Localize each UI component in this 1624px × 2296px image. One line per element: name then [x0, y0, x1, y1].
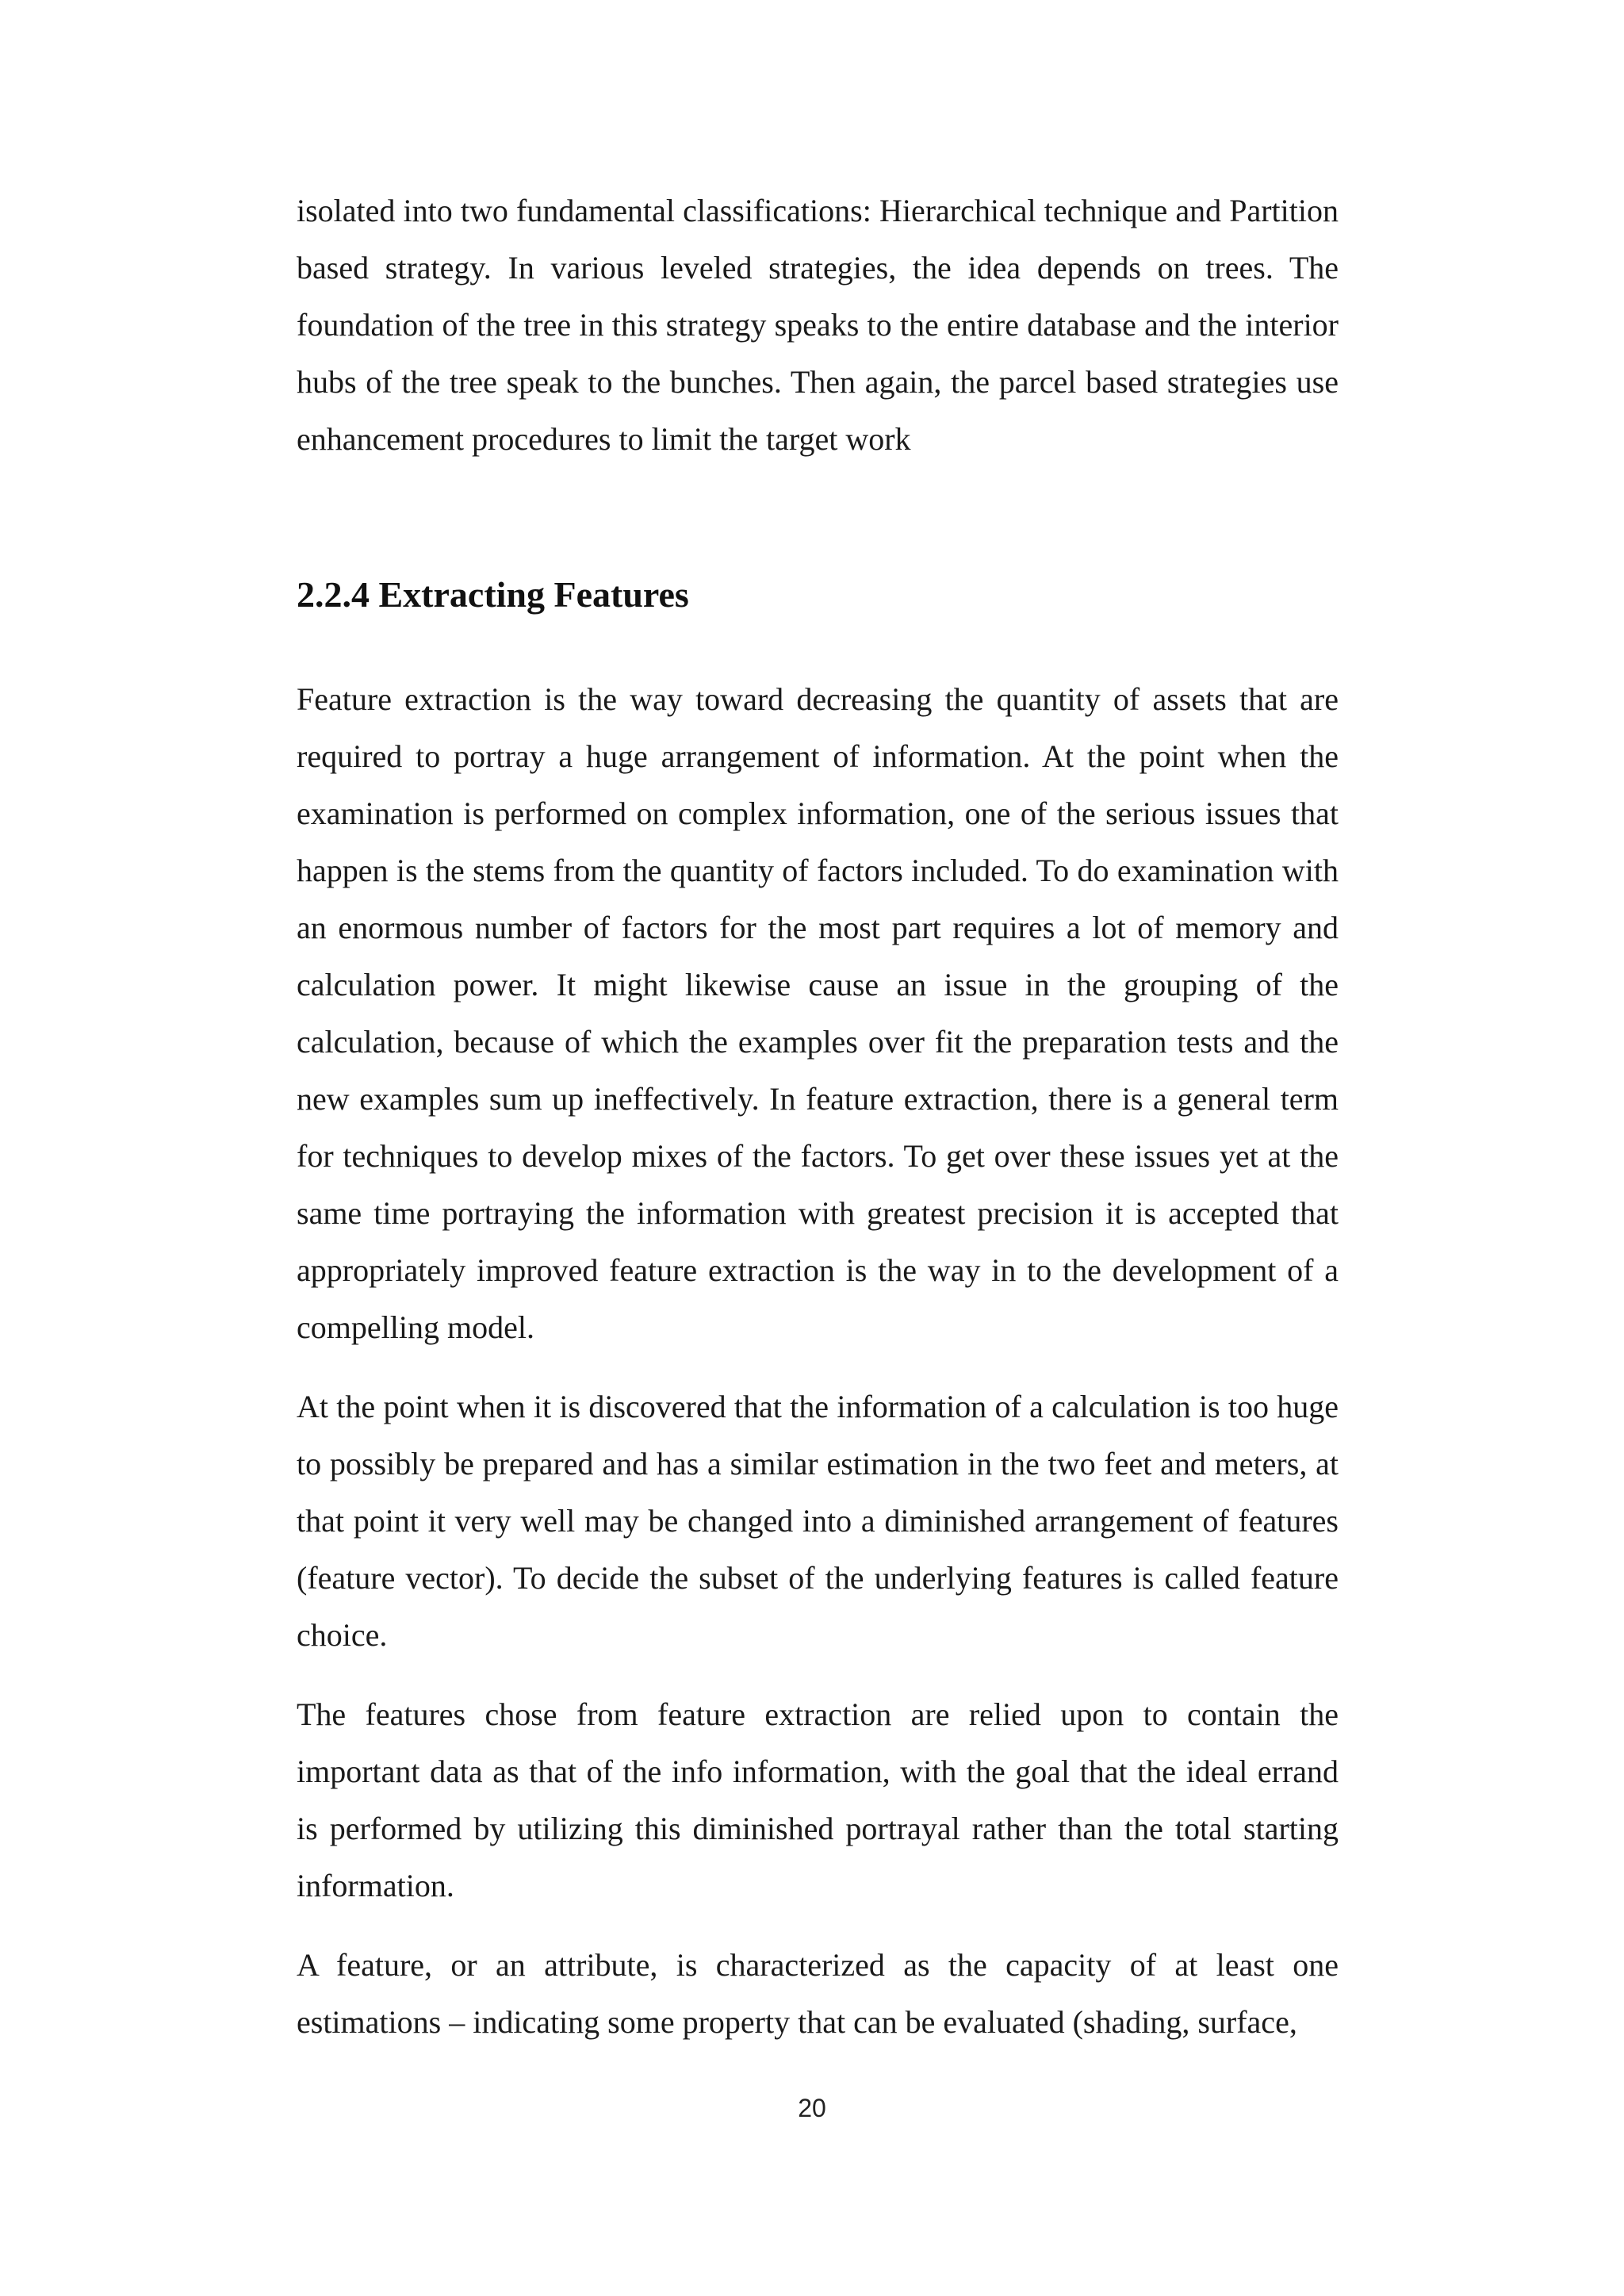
page-body — [297, 182, 1339, 2073]
page-number: 20 — [798, 2094, 826, 2122]
section-heading: 2.2.4 Extracting Features — [297, 574, 689, 615]
paragraph-chosen-features: The features chose from feature extraction are relied upon to contain the important data as that of the info information, with the goal that the ideal errand is performed by utilizing this diminished portrayal rather than the total starting information. — [297, 1696, 1339, 1903]
intro-paragraph: isolated into two fundamental classifications: Hierarchical technique and Partition based strategy. In various leveled strategies, the idea depends on trees. The foundation of the tree in this strategy speaks to the entire database and the interior hubs of the tree speak to the bunches. Then again, the parcel based strategies use enhancement procedures to limit the target work — [297, 193, 1339, 457]
paragraph-feature-vector: At the point when it is discovered that the information of a calculation is too huge to possibly be prepared and has a similar estimation in the two feet and meters, at that point it very well may be changed into a diminished arrangement of features (feature vector). To decide the subset of the underlying features is called feature choice. — [297, 1389, 1339, 1653]
paragraph-feature-definition: A feature, or an attribute, is characterized as the capacity of at least one estimations – indicating some property that can be evaluated (shading, surface, — [297, 1947, 1339, 2040]
paragraph-feature-extraction: Feature extraction is the way toward decreasing the quantity of assets that are required to portray a huge arrangement of information. At the point when the examination is performed on complex information, one of the serious issues that happen is the stems from the quantity of factors included. To do examination with an enormous number of factors for the most part requires a lot of memory and calculation power. It might likewise cause an issue in the grouping of the calculation, because of which the examples over fit the preparation tests and the new examples sum up ineffectively. In feature extraction, there is a general term for techniques to develop mixes of the factors. To get over these issues yet at the same time portraying the information with greatest precision it is accepted that appropriately improved feature extraction is the way in to the development of a compelling model. — [297, 681, 1339, 1345]
